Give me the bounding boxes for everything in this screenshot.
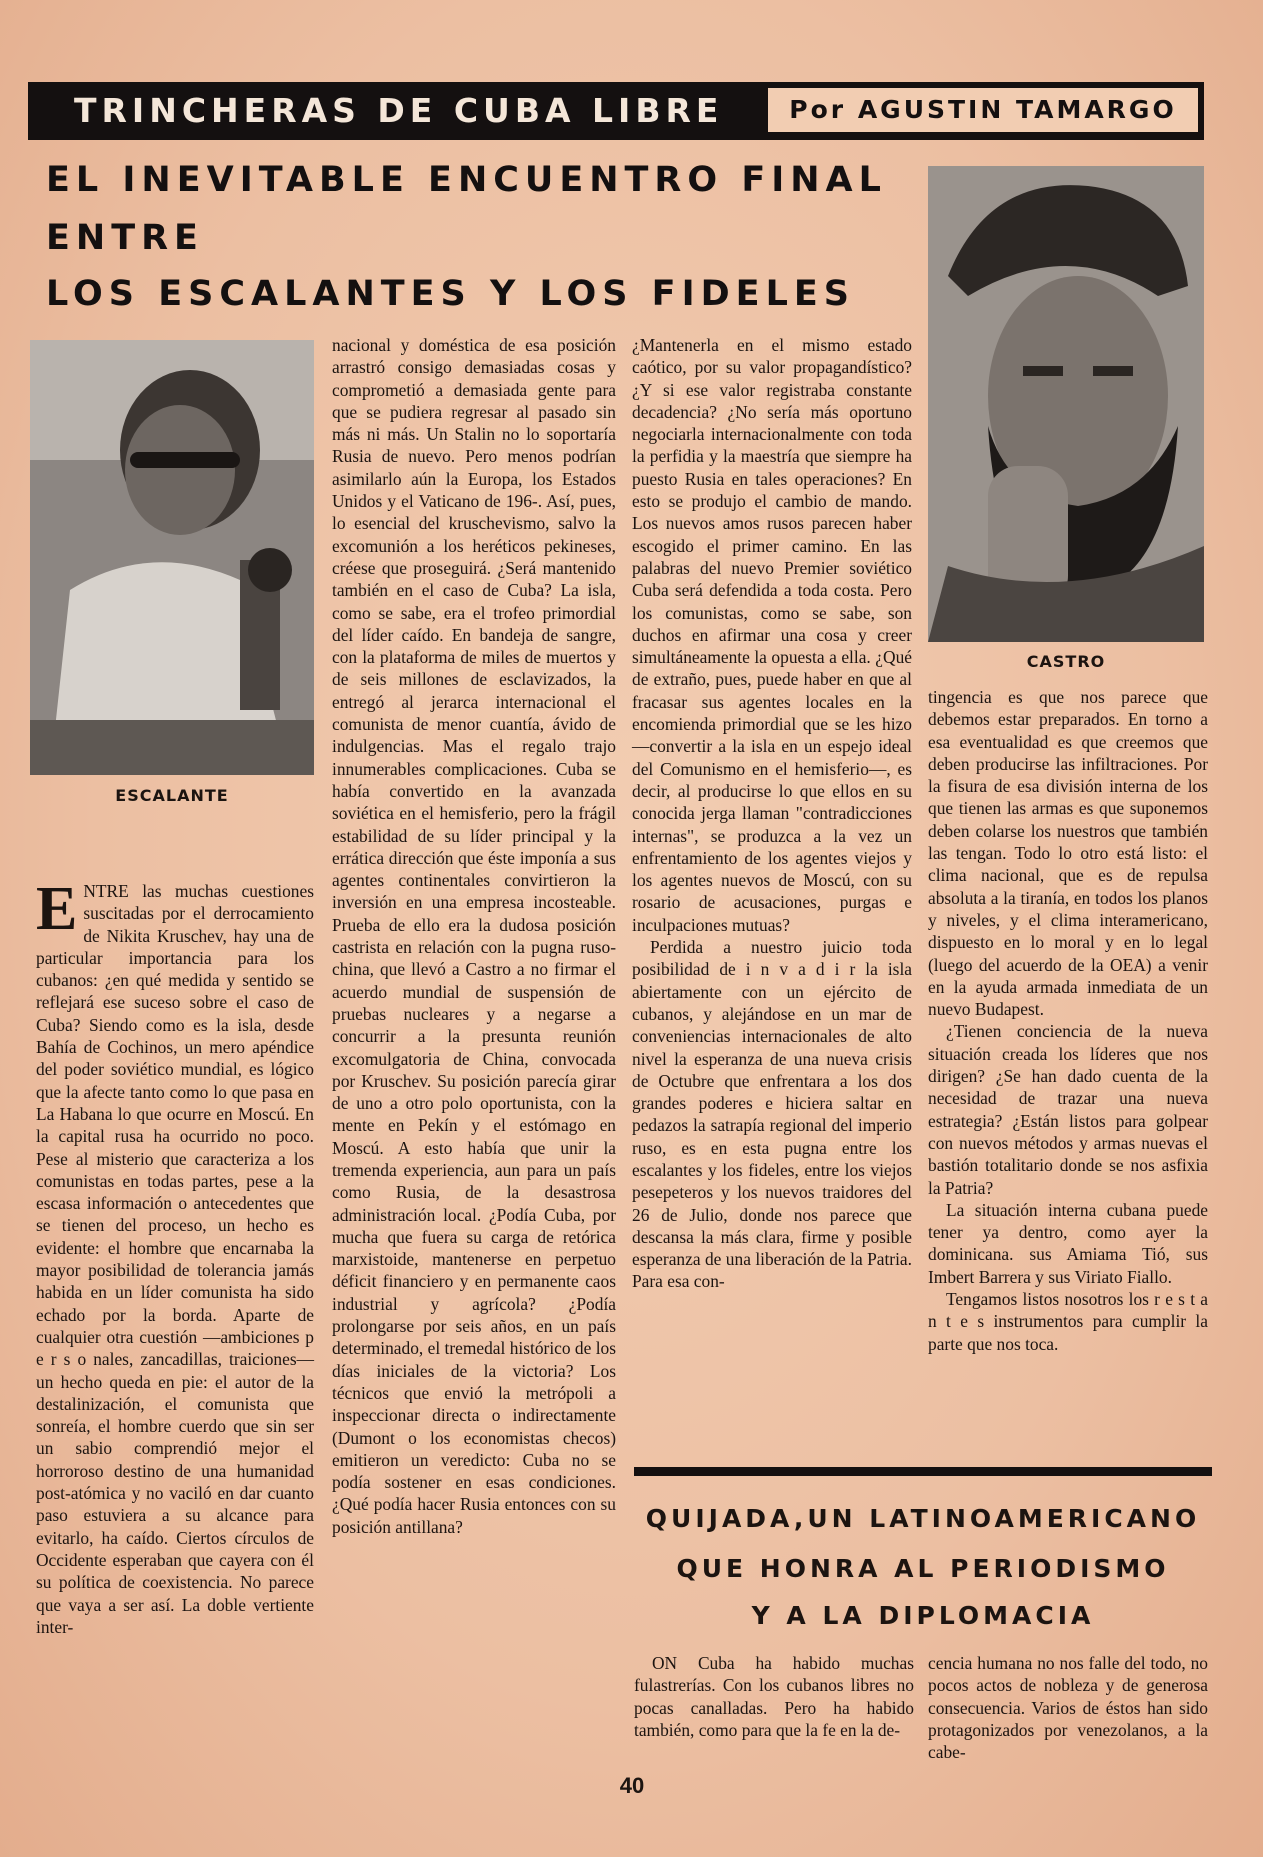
second-headline-line-2: QUE HONRA AL PERIODISMO [676,1554,1170,1583]
article-column-4 [928,686,1208,1355]
article-paragraph: Perdida a nuestro juicio toda posibilidad de i n v a d i r la isla abiertamente con un ejército de cubanos, y alejándose en un mar de conveniencias internacionales de alto nivel la esperanza de una nueva crisis de Octubre que enfrentara a los dos grandes poderes e hiciera saltar en pedazos la satrapía regional del imperio ruso, es en esta pugna entre los escalantes y los fideles, entre los viejos pesepeteros y los nuevos traidores del 26 de Julio, donde nos parece que descansa la más clara, firme y posible esperanza de una liberación de la Patria. Para esa con- [632,937,912,1292]
drop-cap: E [36,875,78,943]
author-byline: Por AGUSTIN TAMARGO [766,86,1200,134]
escalante-caption: ESCALANTE [115,786,229,805]
headline-line-3: LOS ESCALANTES Y LOS FIDELES [46,274,855,314]
article-paragraph: ON Cuba ha habido muchas fulastrerías. Con los cubanos libres no pocas canalladas. Pero ha habido también, como para que la fe en la de- [634,1653,914,1740]
second-article-column-right [928,1652,1208,1763]
second-article-column-left [634,1652,914,1741]
second-headline-line-3: Y A LA DIPLOMACIA [751,1601,1095,1630]
article-paragraph: La situación interna cubana puede tener ya dentro, como ayer la dominicana. sus Amiama Tió, sus Imbert Barrera y sus Viriato Fiallo. [928,1199,1208,1287]
second-headline-line-1: QUIJADA,UN LATINOAMERICANO [645,1504,1201,1533]
paragraph-text: NTRE las muchas cuestiones suscitadas por el derrocamiento de Nikita Kruschev, hay una de particular importancia para los cubanos: ¿en qué medida y sentido se reflejará ese suceso sobre el caso de Cuba? Siendo como es la isla, desde Bahía de Cochinos, un mero apéndice del poder soviético mundial, es lógico que la afecte tanto como lo que pasa en La Habana lo que ocurre en Moscú. En la capital rusa ha ocurrido no poco. Pese al misterio que caracteriza a los comunistas en todas partes, pese a la escasa información o antecedentes que se tienen del proceso, un hecho es evidente: el hombre que encarnaba la mayor posibilidad de tolerancia jamás habida en un líder comunista ha sido echado por la borda. Aparte de cualquier otra cuestión —ambiciones p e r s o nales, zancadillas, traiciones— un hecho queda en pie: el autor de la destalinización, el comunista que sonreía, el hombre cuerdo que sin ser un sabio comprendió mejor el horroroso destino de una humanidad post-atómica y no vaciló en dar cuanto paso estuviera a su alcance para evitarlo, ha caído. Ciertos círculos de Occidente esperaban que cayera con él su política de coexistencia. No parece que vaya a ser así. La doble vertiente inter- [36,881,314,1637]
article-paragraph: ¿Tienen conciencia de la nueva situación creada los líderes que nos dirigen? ¿Se han dado cuenta de la necesidad de trazar una nueva estrategia? ¿Están listos para golpear con nuevos métodos y armas nuevas el bastión totalitario donde se nos asfixia la Patria? [928,1021,1208,1198]
castro-photo [928,166,1204,642]
article-paragraph: tingencia es que nos parece que debemos estar preparados. En torno a esa eventualidad es que creemos que deben producirse las infiltraciones. Por la fisura de esa división interna de los que tienen las armas es que suponemos deben colarse los nuestros que también las tengan. Todo lo otro está listo: el clima nacional, que es de repulsa absoluta a la tiranía, en todos los planos y niveles, y el clima interamericano, dispuesto en lo moral y en lo legal (luego del acuerdo de la OEA) a venir en la ayuda armada inmediata de un nuevo Budapest. [928,687,1208,1020]
article-paragraph: cencia humana no nos falle del todo, no pocos actos de nobleza y de generosa consecuencia. Varios de éstos han sido protagonizados por venezolanos, a la cabe- [928,1653,1208,1763]
article-column-3 [632,334,912,1293]
section-divider [634,1467,1212,1476]
section-header [28,82,1204,140]
article-paragraph [36,875,314,1638]
article-column-2 [332,334,616,1538]
article-paragraph: Tengamos listos nosotros los r e s t a n t e s instrumentos para cumplir la parte que nos toca. [928,1289,1208,1354]
section-title: TRINCHERAS DE CUBA LIBRE [74,91,724,130]
article-column-1 [36,875,314,1638]
castro-caption: CASTRO [1026,652,1106,671]
article-paragraph: ¿Mantenerla en el mismo estado caótico, por su valor propagandístico? ¿Y si ese valor registraba constante decadencia? ¿No sería más oportuno negociarla internacionalmente con toda la perfidia y la maestría que siempre ha puesto Rusia en tales operaciones? En esto se produjo el cambio de mando. Los nuevos amos rusos parecen haber escogido el primer camino. En las palabras del nuevo Premier soviético Cuba será defendida a toda costa. Pero los comunistas, como se sabe, son duchos en afirmar una cosa y creer simultáneamente la opuesta a ella. ¿Qué de extraño, pues, puede haber en que al fracasar sus agentes locales en la encomienda primordial que se les hizo —convertir a la isla en un espejo ideal del Comunismo en el hemisferio—, es decir, al producirse lo que ellos en su conocida jerga llaman "contradicciones internas", se produzca a la vez un enfrentamiento de los agentes viejos y los agentes nuevos de Moscú, con su rosario de acusaciones, purgas e inculpaciones mutuas? [632,335,912,935]
headline-line-2: ENTRE [46,218,204,258]
headline-line-1: EL INEVITABLE ENCUENTRO FINAL [46,160,887,200]
escalante-photo [30,340,314,775]
page-number: 40 [619,1773,645,1798]
article-paragraph: nacional y doméstica de esa posición arrastró consigo demasiadas cosas y comprometió a demasiada gente para que se pudiera regresar al pasado sin más ni más. Un Stalin no lo soportaría Rusia de nuevo. Pero menos podrían asimilarlo aún la Europa, los Estados Unidos y el Vaticano de 196-. Así, pues, lo esencial del kruschevismo, salvo la excomunión a los heréticos pekineses, créese que proseguirá. ¿Será mantenido también en el caso de Cuba? La isla, como se sabe, era el trofeo primordial del líder caído. En bandeja de sangre, con la plataforma de miles de muertos y de seis millones de esclavizados, la entregó al jerarca internacional el comunista de menor cuantía, ávido de indulgencias. Mas el regalo trajo innumerables complicaciones. Cuba se había convertido en la avanzada soviética en el hemisferio, pero la frágil estabilidad de su líder principal y la errática dirección que éste imponía a sus agentes continentales convirtieron la inversión en una empresa incosteable. Prueba de ello era la dudosa posición castrista en relación con la pugna ruso-china, que llevó a Castro a no firmar el acuerdo mundial de suspensión de pruebas nucleares y a negarse a concurrir a la presunta reunión excomulgatoria de China, convocada por Kruschev. Su posición parecía girar de uno a otro polo oportunista, con la mente en Pekín y el estómago en Moscú. A esto había que unir la tremenda experiencia, aun para un país como Rusia, de la desastrosa administración local. ¿Podía Cuba, por mucha que fuera su carga de retórica marxistoide, mantenerse en perpetuo déficit financiero y en permanente caos industrial y agrícola? ¿Podía prolongarse por seis años, en un país determinado, el tremedal histórico de los días iniciales de la victoria? Los técnicos que envió la metrópoli a inspeccionar directa o indirectamente (Dumont o los economistas checos) emitieron un veredicto: Cuba no se podía sostener en esas condiciones. ¿Qué podía hacer Rusia entonces con su posición antillana? [332,335,616,1537]
